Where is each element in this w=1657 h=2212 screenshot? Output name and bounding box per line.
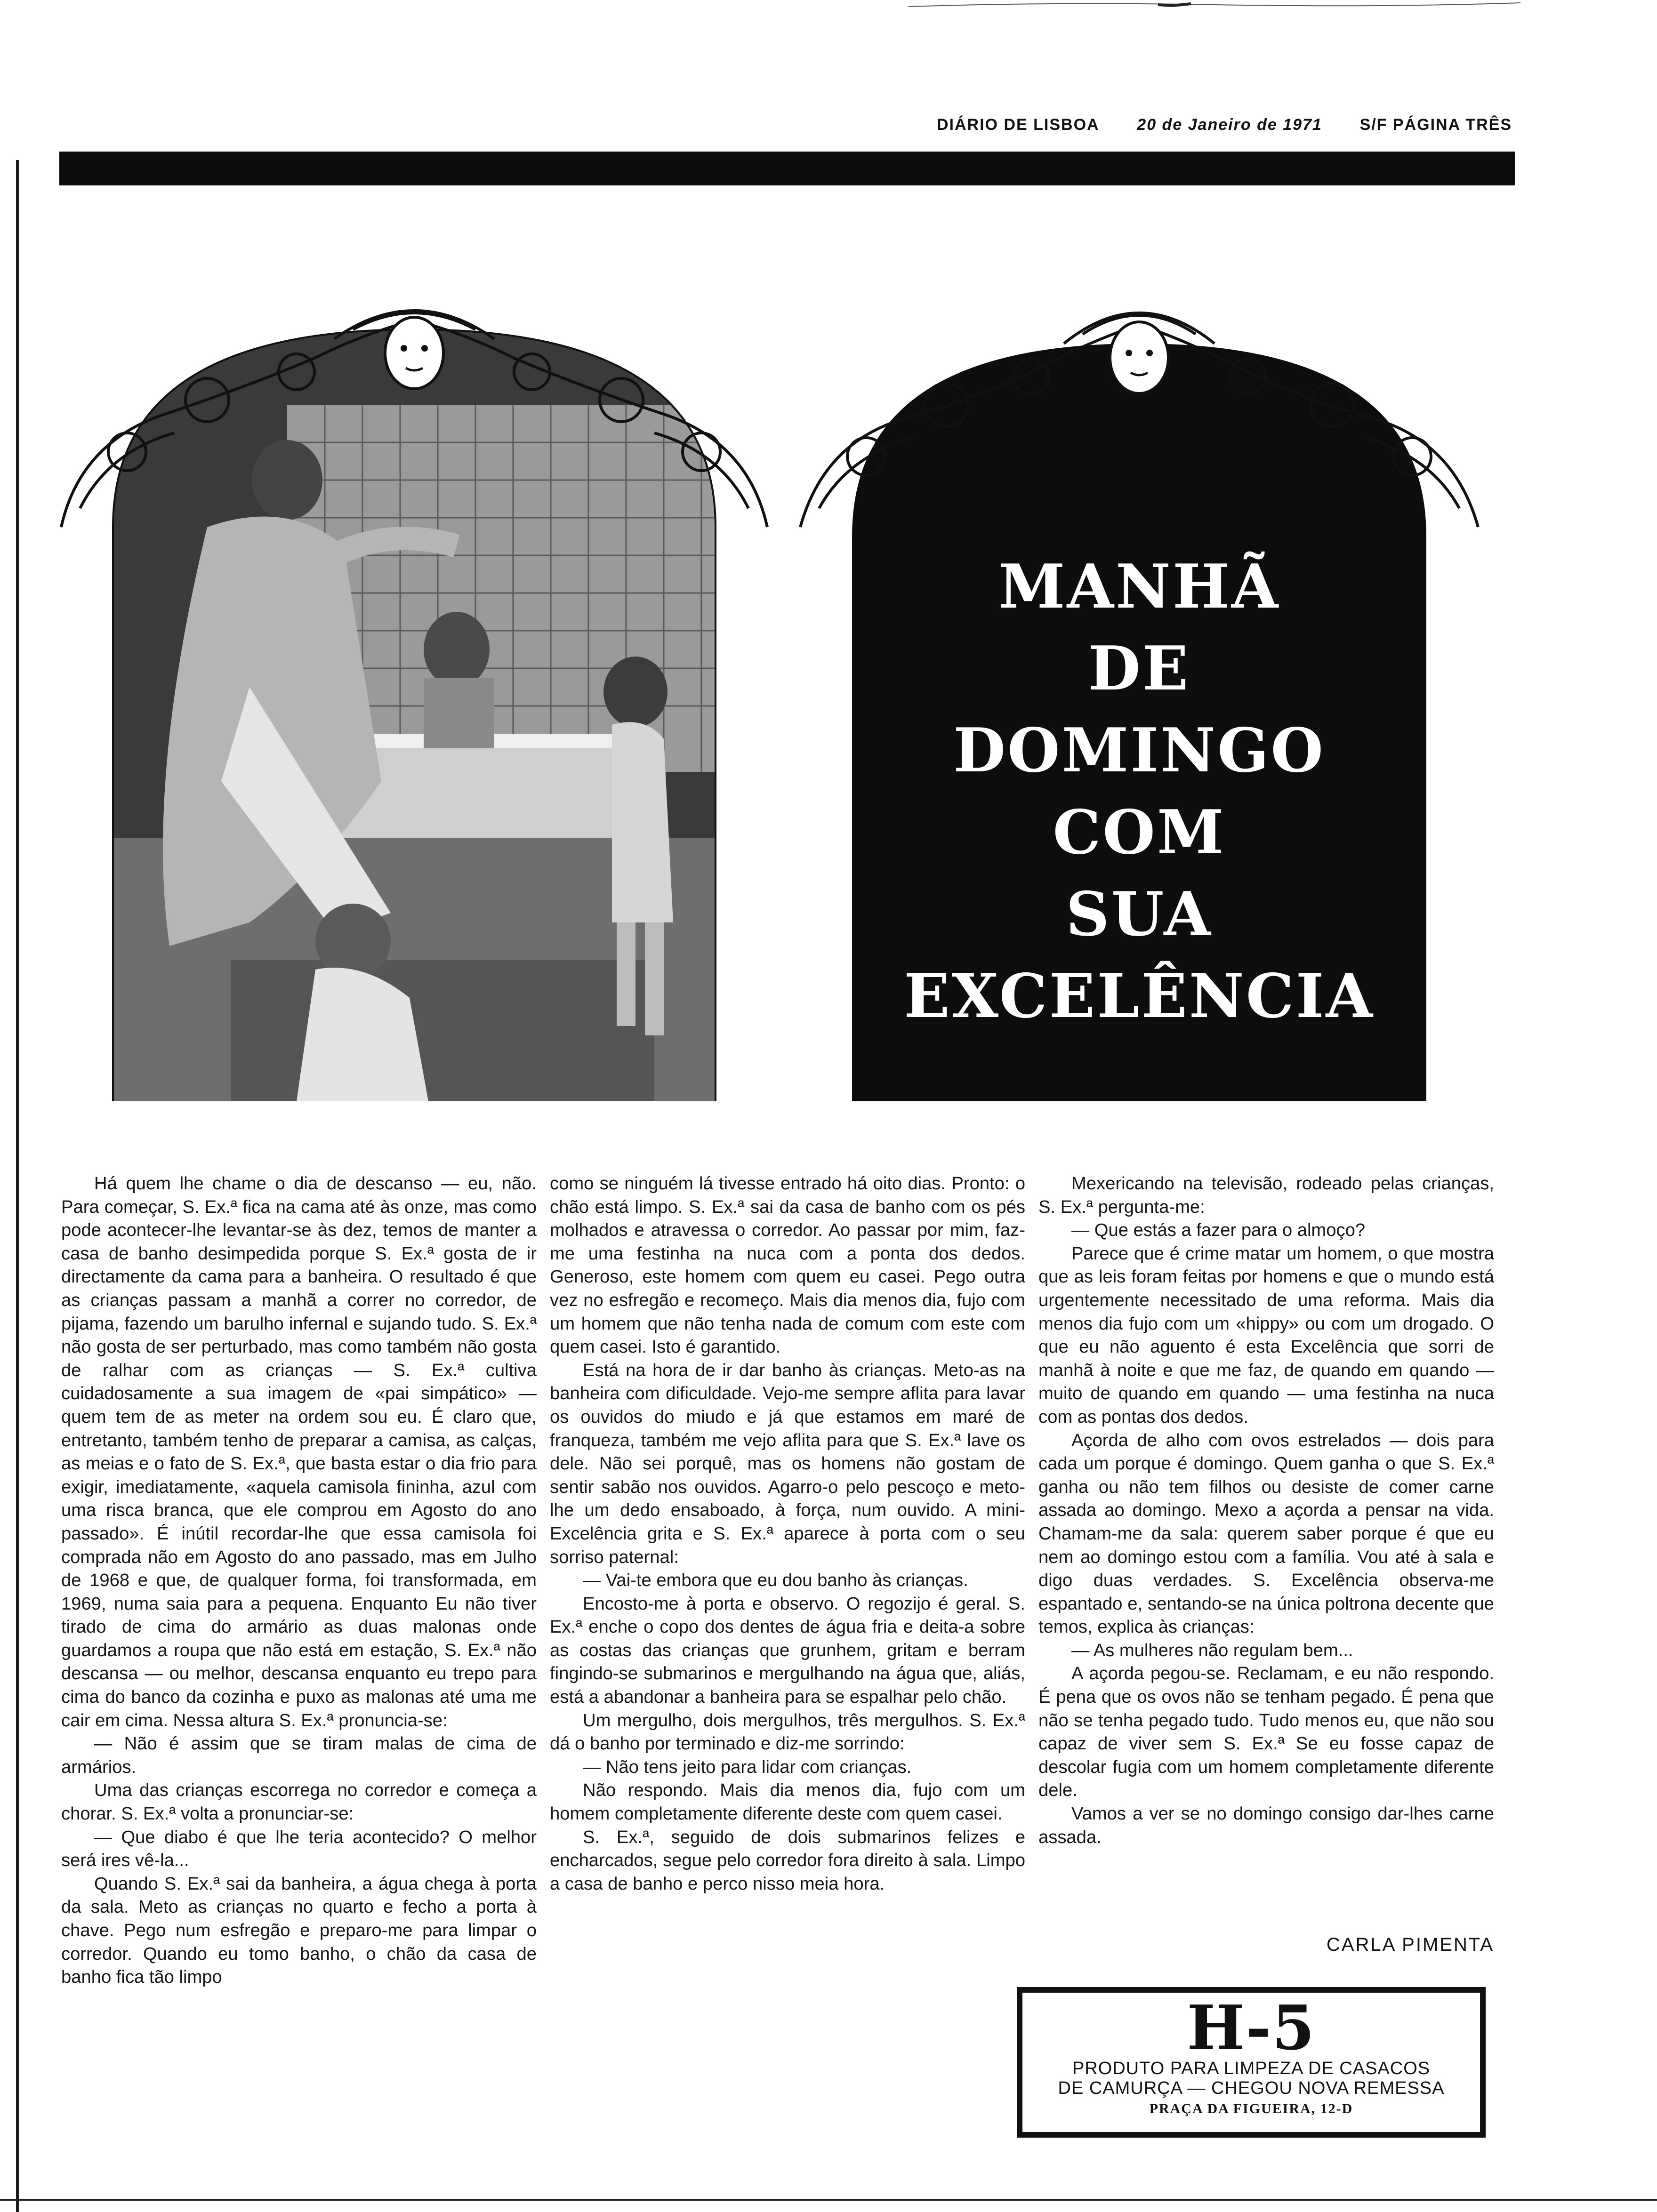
- paragraph: — Vai-te embora que eu dou banho às crianças.: [583, 1570, 968, 1591]
- paragraph: Uma das crianças escorrega no corredor e começa a chorar. S. Ex.ª volta a pronunciar-se:: [61, 1780, 537, 1824]
- paragraph: — Que estás a fazer para o almoço?: [1071, 1220, 1366, 1241]
- paragraph: Açorda de alho com ovos estrelados — dois para cada um porque é domingo. Quem ganha o que S. Ex.ª ganha ou não tem filhos ou desiste de comer carne assada ao domingo. Mexo a açorda a pensar na vida. Chamam-me da sala: querem saber porque é que eu nem ao domingo estou com a família. Vou até à sala e digo duas verdades. S. Excelência observa-me espantado e, sentando-se na única poltrona decente que temos, explica às crianças:: [1038, 1430, 1494, 1637]
- ad-text-line: PRODUTO PARA LIMPEZA DE CASACOS: [1072, 2059, 1431, 2078]
- page-number: S/F PÁGINA TRÊS: [1359, 116, 1512, 134]
- ad-address: PRAÇA DA FIGUEIRA, 12-D: [1149, 2101, 1353, 2116]
- left-border-rule: [16, 160, 19, 2212]
- paragraph: — Não tens jeito para lidar com crianças.: [583, 1756, 912, 1777]
- paragraph: Quando S. Ex.ª sai da banheira, a água chega à porta da sala. Meto as crianças no quarto e fecho a porta à chave. Pego num esfregão e preparo-me para limpar o corredor. Quando eu tomo banho, o chão da casa de banho fica tão limpo: [61, 1873, 537, 1988]
- paragraph: A açorda pegou-se. Reclamam, e eu não respondo. É pena que os ovos não se tenham pegado. É pena que não se tenha pegado tudo. Tudo menos eu, que não sou capaz de viver sem S. Ex.ª Se eu fosse capaz de descolar fugia com um homem completamente diferente dele.: [1038, 1663, 1494, 1801]
- page-top-scratch-mark: [909, 0, 1520, 13]
- title-line: DE: [1088, 633, 1190, 704]
- title-line: EXCELÊNCIA: [904, 961, 1375, 1032]
- paragraph: Encosto-me à porta e observo. O regozijo é geral. S. Ex.ª enche o copo dos dentes de água fria e deita-a sobre as costas das crianças que grunhem, gritam e berram fingindo-se submarinos e mergulhando na água que, aliás, está a abandonar a banheira para se espalhar pelo chão.: [550, 1593, 1025, 1707]
- paragraph: Mexericando na televisão, rodeado pelas crianças, S. Ex.ª pergunta-me:: [1038, 1173, 1494, 1217]
- page-header: [937, 116, 1512, 134]
- newspaper-name: DIÁRIO DE LISBOA: [937, 116, 1100, 134]
- paragraph: Parece que é crime matar um homem, o que mostra que as leis foram feitas por homens e que o mundo está urgentemente necessitado de uma reforma. Mais dia menos dia fujo com um «hippy» ou com um drogado. O que eu não aguento é esta Excelência que sorri de manhã à noite e que me faz, de quando em quando — muito de quando em quando — uma festinha na nuca com as pontas dos dedos.: [1038, 1243, 1494, 1427]
- article-column-2: [550, 1172, 1025, 1895]
- paragraph: Há quem lhe chame o dia de descanso — eu, não. Para começar, S. Ex.ª fica na cama até às onze, mas como pode acontecer-lhe levantar-se às dez, temos de manter a casa de banho desimpedida porque S. Ex.ª gosta de ir directamente da cama para a banheira. O resultado é que as crianças passam a manhã a correr no corredor, de pijama, fazendo um barulho infernal e sujando tudo. S. Ex.ª não gosta de ser perturbado, mas como também não gosta de ralhar com as crianças — S. Ex.ª cultiva cuidadosamente a sua imagem de «pai simpático» — quem tem de as meter na ordem sou eu. É claro que, entretanto, também tenho de preparar a camisa, as calças, as meias e o fato de S. Ex.ª, que basta estar o dia frio para exigir, imediatamente, «aquela camisola fininha, azul com uma risca branca, que ele comprou em Agosto do ano passado». É inútil recordar-lhe que essa camisola foi comprada não em Agosto do ano passado, mas em Julho de 1968 e que, de qualquer forma, foi transformada, em 1969, numa saia para a pequena. Enquanto Eu não tiver tirado de cima do armário as duas malonas onde guardamos a roupa que não está em estação, S. Ex.ª não descansa — ou melhor, descansa enquanto eu trepo para cima do banco da cozinha e puxo as malonas até uma me cair em cima. Nessa altura S. Ex.ª pronuncia-se:: [61, 1173, 537, 1731]
- paragraph: — As mulheres não regulam bem...: [1071, 1640, 1353, 1660]
- issue-date: 20 de Janeiro de 1971: [1137, 116, 1322, 134]
- advertisement-box: [1017, 1987, 1486, 2138]
- paragraph: — Que diabo é que lhe teria acontecido? O melhor será ires vê-la...: [61, 1827, 537, 1871]
- paragraph: Um mergulho, dois mergulhos, três mergulhos. S. Ex.ª dá o banho por terminado e diz-me sorrindo:: [550, 1710, 1025, 1754]
- photo-illustration: [52, 264, 777, 1101]
- title-line: SUA: [1066, 879, 1213, 950]
- title-line: COM: [1053, 797, 1226, 868]
- header-black-band: [59, 152, 1515, 185]
- ad-text-line: DE CAMURÇA — CHEGOU NOVA REMESSA: [1058, 2078, 1445, 2098]
- article-title: [833, 546, 1445, 1037]
- bottom-rule: [0, 2199, 1657, 2201]
- title-line: DOMINGO: [953, 715, 1325, 786]
- article-column-3: [1038, 1172, 1494, 1849]
- paragraph: como se ninguém lá tivesse entrado há oito dias. Pronto: o chão está limpo. S. Ex.ª sai da casa de banho com os pés molhados e atravessa o corredor. Ao passar por mim, faz-me uma festinha na nuca com a ponta dos dedos. Generoso, este homem com quem eu casei. Pego outra vez no esfregão e recomeço. Mais dia menos dia, fujo com um homem que não tenha nada de comum com este com quem casei. Isto é garantido.: [550, 1173, 1025, 1357]
- paragraph: S. Ex.ª, seguido de dois submarinos felizes e encharcados, segue pelo corredor fora direito à sala. Limpo a casa de banho e perco nisso meia hora.: [550, 1827, 1025, 1894]
- paragraph: Vamos a ver se no domingo consigo dar-lhes carne assada.: [1038, 1803, 1494, 1847]
- article-column-1: [61, 1172, 537, 1989]
- title-line: MANHÃ: [998, 552, 1280, 622]
- paragraph: Não respondo. Mais dia menos dia, fujo com um homem completamente diferente deste com quem casei.: [550, 1780, 1025, 1824]
- paragraph: Está na hora de ir dar banho às crianças. Meto-as na banheira com dificuldade. Vejo-me sempre aflita para lavar os ouvidos do miudo e já que estamos em maré de franqueza, também me vejo aflita para que S. Ex.ª lave os dele. Não sei porquê, mas os homens não gostam de sentir sabão nos ouvidos. Agarro-o pelo pescoço e meto-lhe um dedo ensaboado, à força, num ouvido. A mini-Excelência grita e S. Ex.ª aparece à porta com o seu sorriso paternal:: [550, 1360, 1025, 1567]
- author-byline: CARLA PIMENTA: [1326, 1934, 1494, 1955]
- paragraph: — Não é assim que se tiram malas de cima de armários.: [61, 1733, 537, 1777]
- ad-logo: H-5: [1187, 1992, 1316, 2064]
